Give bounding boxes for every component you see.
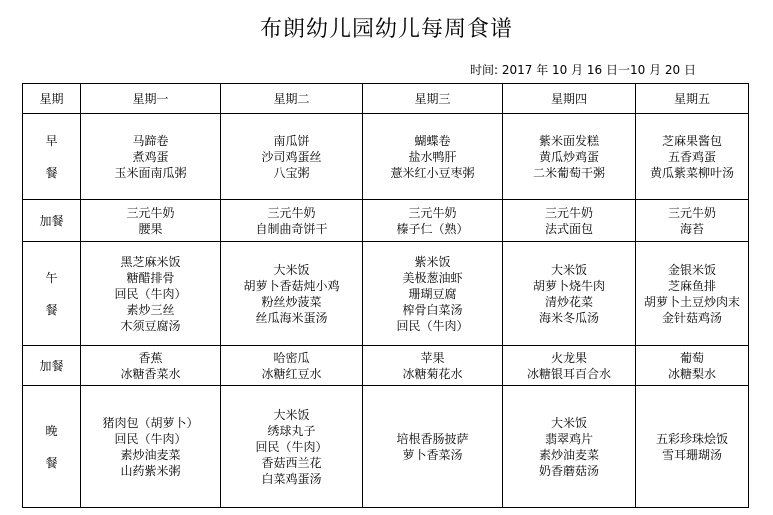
menu-cell-friday — [636, 386, 749, 508]
dish-item: 玉米面南瓜粥 — [114, 165, 187, 180]
meal-label-text: 晚 — [45, 423, 58, 438]
dish-item: 南瓜饼 — [273, 133, 310, 148]
dish-item: 二米葡萄干粥 — [532, 165, 605, 180]
dish-item: 香蕉 — [138, 350, 163, 365]
dish-item: 奶香蘑菇汤 — [538, 463, 599, 478]
menu-cell-friday — [636, 242, 749, 346]
header-thursday: 星期四 — [503, 84, 636, 114]
dish-item: 黄瓜炒鸡蛋 — [538, 149, 599, 164]
meal-label — [23, 200, 81, 242]
table-row — [23, 386, 749, 508]
header-tuesday: 星期二 — [221, 84, 363, 114]
meal-label — [23, 386, 81, 508]
dish-item: 回民（牛肉） — [396, 318, 469, 333]
menu-cell-tuesday — [221, 386, 363, 508]
dish-item: 木须豆腐汤 — [120, 318, 181, 333]
dish-item: 美极葱油虾 — [402, 270, 463, 285]
dish-item: 大米饭 — [273, 407, 310, 422]
dish-item: 沙司鸡蛋丝 — [261, 149, 322, 164]
table-row — [23, 200, 749, 242]
dish-item: 五彩珍珠烩饭 — [655, 431, 728, 446]
dish-item: 大米饭 — [273, 262, 310, 277]
meal-label-text: 餐 — [45, 165, 58, 180]
dish-item: 榨骨白菜汤 — [402, 302, 463, 317]
menu-cell-monday — [81, 242, 221, 346]
dish-item: 清炒花菜 — [544, 294, 593, 309]
dish-item: 盐水鸭肝 — [408, 149, 457, 164]
meal-label-text: 午 — [45, 270, 58, 285]
dish-item: 蝴蝶卷 — [414, 133, 451, 148]
menu-cell-monday — [81, 200, 221, 242]
dish-item: 白菜鸡蛋汤 — [261, 471, 322, 486]
menu-cell-thursday — [503, 114, 636, 200]
menu-cell-wednesday — [363, 386, 503, 508]
header-friday: 星期五 — [636, 84, 749, 114]
dish-item: 法式面包 — [544, 221, 593, 236]
dish-item: 海米冬瓜汤 — [538, 310, 599, 325]
dish-item: 香菇西兰花 — [261, 455, 322, 470]
dish-item: 大米饭 — [550, 262, 587, 277]
dish-item: 煮鸡蛋 — [132, 149, 169, 164]
menu-cell-thursday — [503, 200, 636, 242]
dish-item: 腰果 — [138, 221, 163, 236]
dish-item: 紫米面发糕 — [538, 133, 599, 148]
menu-cell-friday — [636, 346, 749, 386]
dish-item: 三元牛奶 — [544, 205, 593, 220]
dish-item: 三元牛奶 — [267, 205, 316, 220]
meal-label-text: 早 — [45, 133, 58, 148]
dish-item: 自制曲奇饼干 — [255, 221, 328, 236]
dish-item: 胡萝卜烧牛肉 — [532, 278, 605, 293]
date-range: 时间: 2017 年 10 月 16 日一10 月 20 日 — [470, 63, 696, 77]
menu-cell-wednesday — [363, 242, 503, 346]
dish-item: 回民（牛肉） — [114, 286, 187, 301]
dish-item: 胡萝卜香菇炖小鸡 — [243, 278, 340, 293]
dish-item: 丝瓜海米蛋汤 — [255, 310, 328, 325]
table-row — [23, 346, 749, 386]
dish-item: 冰糖菊花水 — [402, 366, 463, 381]
dish-item: 糖醋排骨 — [126, 270, 175, 285]
dish-item: 素炒三丝 — [126, 302, 175, 317]
dish-item: 马蹄卷 — [132, 133, 169, 148]
menu-cell-tuesday — [221, 346, 363, 386]
menu-cell-friday — [636, 114, 749, 200]
dish-item: 粉丝炒菠菜 — [261, 294, 322, 309]
meal-label-text: 加餐 — [39, 213, 64, 228]
dish-item: 三元牛奶 — [126, 205, 175, 220]
table-row — [23, 242, 749, 346]
dish-item: 山药紫米粥 — [120, 463, 181, 478]
menu-cell-wednesday — [363, 346, 503, 386]
dish-item: 翡翠鸡片 — [544, 431, 593, 446]
dish-item: 薏米红小豆枣粥 — [390, 165, 475, 180]
dish-item: 素炒油麦菜 — [120, 447, 181, 462]
table-row — [23, 114, 749, 200]
dish-item: 回民（牛肉） — [114, 431, 187, 446]
meal-label-text: 加餐 — [39, 358, 64, 373]
dish-item: 三元牛奶 — [408, 205, 457, 220]
dish-item: 芝麻鱼排 — [667, 278, 716, 293]
dish-item: 珊瑚豆腐 — [408, 286, 457, 301]
header-wednesday: 星期三 — [363, 84, 503, 114]
dish-item: 紫米饭 — [414, 254, 451, 269]
dish-item: 八宝粥 — [273, 165, 310, 180]
header-weekday-label: 星期 — [23, 84, 81, 114]
menu-cell-tuesday — [221, 242, 363, 346]
dish-item: 哈密瓜 — [273, 350, 310, 365]
menu-cell-tuesday — [221, 114, 363, 200]
menu-cell-thursday — [503, 346, 636, 386]
dish-item: 五香鸡蛋 — [667, 149, 716, 164]
dish-item: 黄瓜紫菜柳叶汤 — [649, 165, 734, 180]
dish-item: 胡萝卜土豆炒肉末 — [643, 294, 740, 309]
page-title: 布朗幼儿园幼儿每周食谱 — [259, 17, 513, 42]
dish-item: 猪肉包（胡萝卜） — [102, 415, 199, 430]
dish-item: 金银米饭 — [667, 262, 716, 277]
meal-label — [23, 242, 81, 346]
dish-item: 芝麻果酱包 — [661, 133, 722, 148]
dish-item: 回民（牛肉） — [255, 439, 328, 454]
dish-item: 火龙果 — [550, 350, 587, 365]
dish-item: 黑芝麻米饭 — [120, 254, 181, 269]
dish-item: 冰糖红豆水 — [261, 366, 322, 381]
dish-item: 绣球丸子 — [267, 423, 316, 438]
menu-cell-monday — [81, 346, 221, 386]
dish-item: 冰糖梨水 — [667, 366, 716, 381]
meal-label — [23, 114, 81, 200]
dish-item: 葡萄 — [679, 350, 704, 365]
header-monday: 星期一 — [81, 84, 221, 114]
menu-cell-thursday — [503, 242, 636, 346]
menu-cell-wednesday — [363, 200, 503, 242]
menu-cell-monday — [81, 386, 221, 508]
meal-label-text: 餐 — [45, 302, 58, 317]
header-row — [23, 84, 749, 114]
dish-item: 苹果 — [420, 350, 445, 365]
meal-label-text: 餐 — [45, 455, 58, 470]
dish-item: 培根香肠披萨 — [396, 431, 469, 446]
menu-cell-friday — [636, 200, 749, 242]
dish-item: 素炒油麦菜 — [538, 447, 599, 462]
menu-cell-tuesday — [221, 200, 363, 242]
weekly-menu-table — [22, 83, 749, 508]
dish-item: 金针菇鸡汤 — [661, 310, 722, 325]
dish-item: 大米饭 — [550, 415, 587, 430]
dish-item: 雪耳珊瑚汤 — [661, 447, 722, 462]
menu-cell-wednesday — [363, 114, 503, 200]
dish-item: 冰糖香菜水 — [120, 366, 181, 381]
dish-item: 海苔 — [679, 221, 704, 236]
meal-label — [23, 346, 81, 386]
menu-cell-thursday — [503, 386, 636, 508]
dish-item: 榛子仁（熟） — [396, 221, 469, 236]
dish-item: 冰糖银耳百合水 — [526, 366, 611, 381]
dish-item: 三元牛奶 — [667, 205, 716, 220]
dish-item: 萝卜香菜汤 — [402, 447, 463, 462]
menu-cell-monday — [81, 114, 221, 200]
